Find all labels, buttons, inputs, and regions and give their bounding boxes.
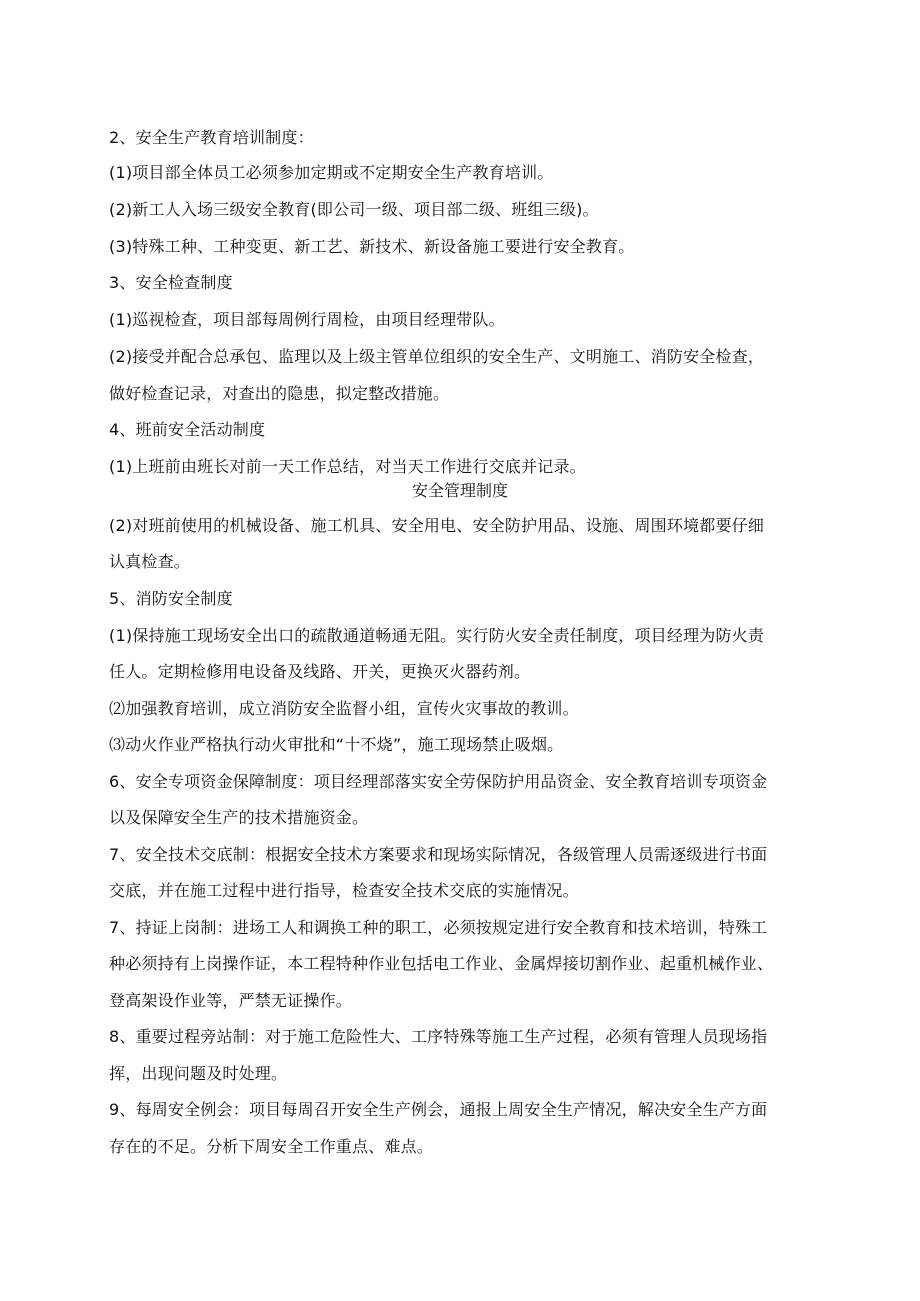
section-4-heading: 4、班前安全活动制度 xyxy=(109,420,266,439)
text-line: 登高架设作业等，严禁无证操作。 xyxy=(109,991,353,1010)
text-line: 认真检查。 xyxy=(109,552,191,571)
text-line: 以及保障安全生产的技术措施资金。 xyxy=(109,808,369,827)
text-line: (1)巡视检查，项目部每周例行周检，由项目经理带队。 xyxy=(109,310,505,329)
text-line: ⑶动火作业严格执行动火审批和“十不烧”，施工现场禁止吸烟。 xyxy=(109,735,564,754)
section-9-heading: 9、每周安全例会：项目每周召开安全生产例会，通报上周安全生产情况，解决安全生产方面 xyxy=(109,1100,768,1119)
text-line: 交底，并在施工过程中进行指导，检查安全技术交底的实施情况。 xyxy=(109,881,579,900)
section-8-heading: 8、重要过程旁站制：对于施工危险性大、工序特殊等施工生产过程，必须有管理人员现场指 xyxy=(109,1027,768,1046)
section-6-heading: 6、安全专项资金保障制度：项目经理部落实安全劳保防护用品资金、安全教育培训专项资金 xyxy=(109,772,768,791)
section-2-heading: 2、安全生产教育培训制度： xyxy=(109,128,314,147)
text-line: (2)新工人入场三级安全教育(即公司一级、项目部二级、班组三级)。 xyxy=(109,200,599,219)
page-title: 安全管理制度 xyxy=(411,481,508,500)
text-line: (3)特殊工种、工种变更、新工艺、新技术、新设备施工要进行安全教育。 xyxy=(109,237,635,256)
section-7b-heading: 7、持证上岗制：进场工人和调换工种的职工，必须按规定进行安全教育和技术培训，特殊工 xyxy=(109,918,768,937)
section-3-heading: 3、安全检查制度 xyxy=(109,273,233,292)
text-line: 做好检查记录，对查出的隐患，拟定整改措施。 xyxy=(109,384,450,403)
text-line: (1)项目部全体员工必须参加定期或不定期安全生产教育培训。 xyxy=(109,163,554,182)
text-line: 挥，出现问题及时处理。 xyxy=(109,1064,288,1083)
text-line: 存在的不足。分析下周安全工作重点、难点。 xyxy=(109,1137,434,1156)
text-line: (2)对班前使用的机械设备、施工机具、安全用电、安全防护用品、设施、周围环境都要仔细 xyxy=(109,516,765,535)
text-line: (1)上班前由班长对前一天工作总结，对当天工作进行交底并记录。 xyxy=(109,457,586,476)
text-line: 种必须持有上岗操作证，本工程特种作业包括电工作业、金属焊接切割作业、起重机械作业、 xyxy=(109,954,774,973)
section-7-heading: 7、安全技术交底制：根据安全技术方案要求和现场实际情况，各级管理人员需逐级进行书面 xyxy=(109,845,768,864)
text-line: (1)保持施工现场安全出口的疏散通道畅通无阻。实行防火安全责任制度，项目经理为防火责 xyxy=(109,626,765,645)
section-5-heading: 5、消防安全制度 xyxy=(109,589,233,608)
text-line: 任人。定期检修用电设备及线路、开关，更换灭火器药剂。 xyxy=(109,662,531,681)
text-line: (2)接受并配合总承包、监理以及上级主管单位组织的安全生产、文明施工、消防安全检查， xyxy=(109,347,765,366)
text-line: ⑵加强教育培训，成立消防安全监督小组，宣传火灾事故的教训。 xyxy=(109,699,579,718)
